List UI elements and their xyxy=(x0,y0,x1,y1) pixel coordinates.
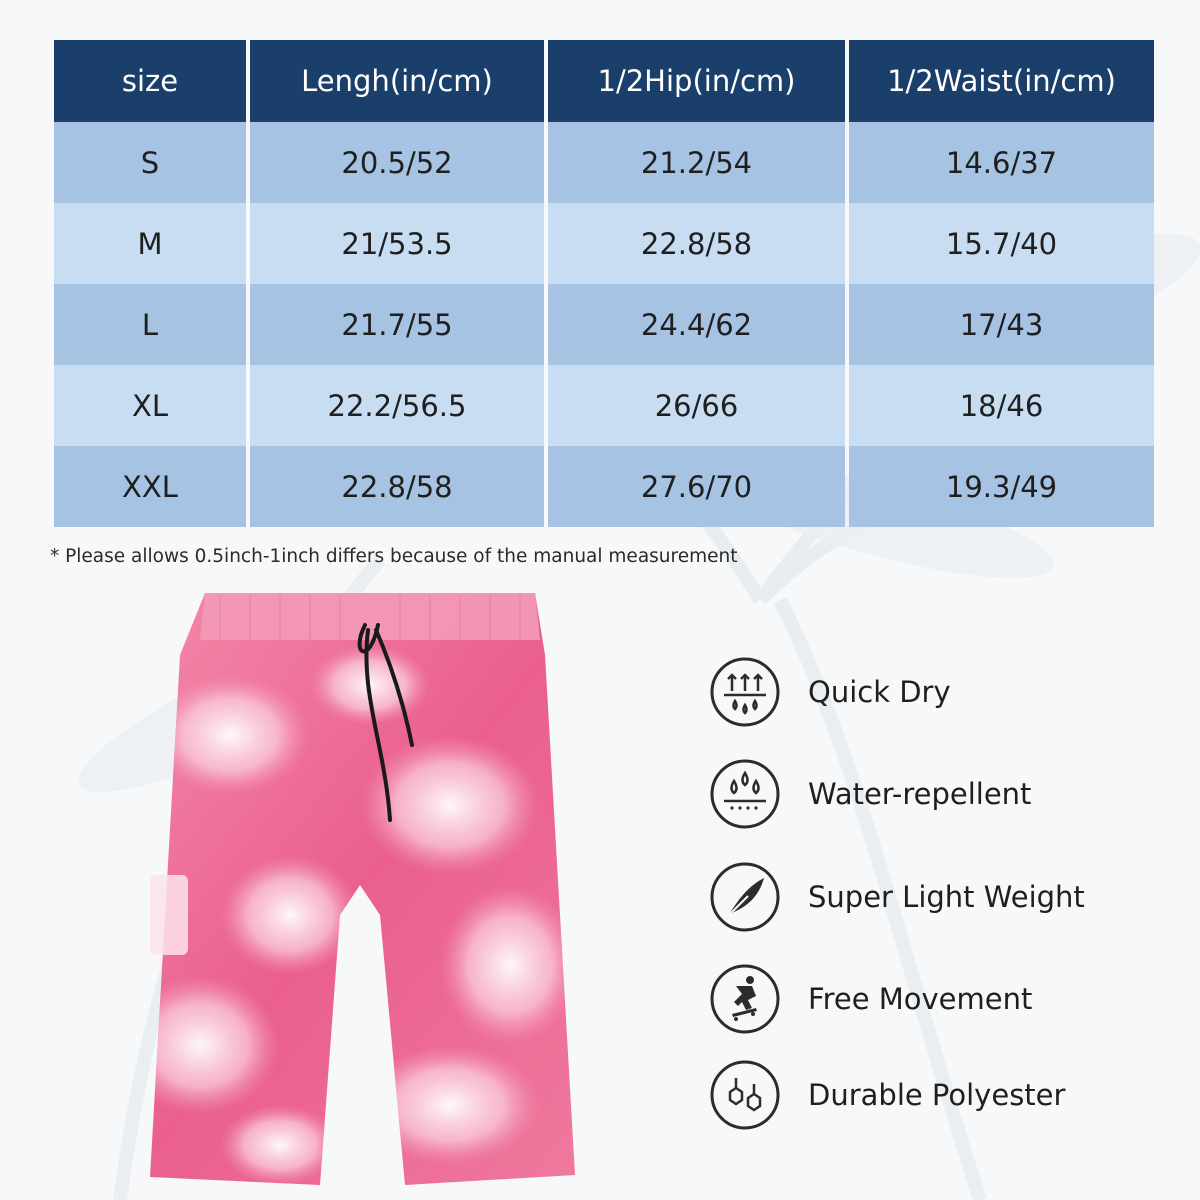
cell-size: L xyxy=(54,284,246,365)
table-row xyxy=(54,203,1154,284)
table-row xyxy=(54,284,1154,365)
cell-hip: 22.8/58 xyxy=(548,203,845,284)
header-half-waist: 1/2Waist(in/cm) xyxy=(849,40,1154,122)
header-length: Lengh(in/cm) xyxy=(250,40,544,122)
feature-item xyxy=(708,757,1188,831)
cell-waist: 14.6/37 xyxy=(849,122,1154,203)
feature-item xyxy=(708,962,1188,1036)
skateboarder-icon xyxy=(708,962,782,1036)
feature-label: Free Movement xyxy=(808,982,1033,1016)
feather-icon xyxy=(708,860,782,934)
cell-size: S xyxy=(54,122,246,203)
feature-label: Water-repellent xyxy=(808,777,1032,811)
cell-size: M xyxy=(54,203,246,284)
feature-item xyxy=(708,1058,1188,1132)
cell-hip: 24.4/62 xyxy=(548,284,845,365)
cell-length: 22.8/58 xyxy=(250,446,544,527)
table-row xyxy=(54,365,1154,446)
cell-waist: 19.3/49 xyxy=(849,446,1154,527)
feature-item xyxy=(708,655,1188,729)
feature-label: Durable Polyester xyxy=(808,1078,1066,1112)
cell-waist: 18/46 xyxy=(849,365,1154,446)
size-chart-table xyxy=(50,40,1158,527)
cell-length: 20.5/52 xyxy=(250,122,544,203)
cell-length: 21/53.5 xyxy=(250,203,544,284)
table-row xyxy=(54,446,1154,527)
cell-hip: 27.6/70 xyxy=(548,446,845,527)
table-row xyxy=(54,122,1154,203)
cell-size: XXL xyxy=(54,446,246,527)
header-size: size xyxy=(54,40,246,122)
cell-size: XL xyxy=(54,365,246,446)
feature-label: Super Light Weight xyxy=(808,880,1085,914)
feature-label: Quick Dry xyxy=(808,675,951,709)
header-half-hip: 1/2Hip(in/cm) xyxy=(548,40,845,122)
table-header-row xyxy=(54,40,1154,122)
water-repellent-icon xyxy=(708,757,782,831)
cell-waist: 15.7/40 xyxy=(849,203,1154,284)
tie-dye-shorts-image xyxy=(120,585,600,1190)
cell-length: 21.7/55 xyxy=(250,284,544,365)
feature-item xyxy=(708,860,1188,934)
cell-hip: 21.2/54 xyxy=(548,122,845,203)
cell-hip: 26/66 xyxy=(548,365,845,446)
measurement-note: * Please allows 0.5inch-1inch differs because of the manual measurement xyxy=(50,546,738,567)
molecule-icon xyxy=(708,1058,782,1132)
cell-waist: 17/43 xyxy=(849,284,1154,365)
cell-length: 22.2/56.5 xyxy=(250,365,544,446)
quick-dry-icon xyxy=(708,655,782,729)
